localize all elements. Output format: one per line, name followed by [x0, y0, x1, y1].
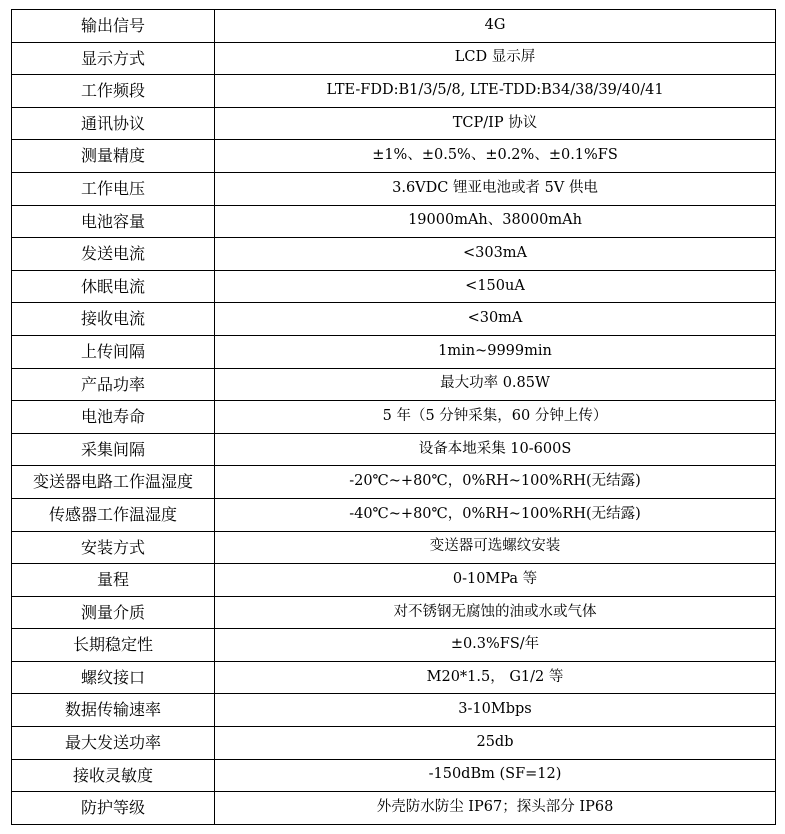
param-value-cell: LCD 显示屏: [215, 42, 776, 75]
param-name-cell: 显示方式: [12, 42, 215, 75]
param-value-cell: 变送器可选螺纹安装: [215, 531, 776, 564]
param-name-cell: 测量精度: [12, 140, 215, 173]
param-name-cell: 工作频段: [12, 75, 215, 108]
param-name-cell: 长期稳定性: [12, 629, 215, 662]
table-row: [12, 596, 776, 629]
spec-table: [11, 9, 776, 825]
table-row: [12, 303, 776, 336]
param-name-cell: 电池寿命: [12, 401, 215, 434]
param-value-cell: -40℃~+80℃，0%RH~100%RH(无结露): [215, 498, 776, 531]
table-row: [12, 466, 776, 499]
param-name-cell: 量程: [12, 564, 215, 597]
param-name-cell: 接收灵敏度: [12, 759, 215, 792]
param-value-cell: 3-10Mbps: [215, 694, 776, 727]
table-row: [12, 433, 776, 466]
param-name-cell: 接收电流: [12, 303, 215, 336]
param-value-cell: LTE-FDD:B1/3/5/8, LTE-TDD:B34/38/39/40/41: [215, 75, 776, 108]
param-name-cell: 螺纹接口: [12, 661, 215, 694]
param-value-cell: 4G: [215, 10, 776, 43]
table-row: [12, 694, 776, 727]
table-row: [12, 238, 776, 271]
param-value-cell: 19000mAh、38000mAh: [215, 205, 776, 238]
param-value-cell: 25db: [215, 727, 776, 760]
param-name-cell: 电池容量: [12, 205, 215, 238]
table-row: [12, 368, 776, 401]
param-name-cell: 通讯协议: [12, 107, 215, 140]
spec-table-body: [12, 10, 776, 825]
table-row: [12, 727, 776, 760]
param-name-cell: 变送器电路工作温湿度: [12, 466, 215, 499]
table-row: [12, 107, 776, 140]
param-name-cell: 数据传输速率: [12, 694, 215, 727]
param-name-cell: 上传间隔: [12, 335, 215, 368]
table-row: [12, 661, 776, 694]
param-name-cell: 防护等级: [12, 792, 215, 825]
param-value-cell: ±1%、±0.5%、±0.2%、±0.1%FS: [215, 140, 776, 173]
param-name-cell: 产品功率: [12, 368, 215, 401]
param-value-cell: 3.6VDC 锂亚电池或者 5V 供电: [215, 172, 776, 205]
table-row: [12, 335, 776, 368]
param-value-cell: -150dBm (SF=12): [215, 759, 776, 792]
table-row: [12, 10, 776, 43]
param-value-cell: 0-10MPa 等: [215, 564, 776, 597]
param-name-cell: 工作电压: [12, 172, 215, 205]
table-row: [12, 564, 776, 597]
table-row: [12, 498, 776, 531]
table-row: [12, 140, 776, 173]
table-row: [12, 401, 776, 434]
table-row: [12, 205, 776, 238]
table-row: [12, 792, 776, 825]
param-value-cell: -20℃~+80℃，0%RH~100%RH(无结露): [215, 466, 776, 499]
param-name-cell: 发送电流: [12, 238, 215, 271]
param-value-cell: 最大功率 0.85W: [215, 368, 776, 401]
param-value-cell: <30mA: [215, 303, 776, 336]
param-name-cell: 传感器工作温湿度: [12, 498, 215, 531]
param-value-cell: TCP/IP 协议: [215, 107, 776, 140]
param-name-cell: 输出信号: [12, 10, 215, 43]
param-name-cell: 安装方式: [12, 531, 215, 564]
param-name-cell: 测量介质: [12, 596, 215, 629]
param-value-cell: <150uA: [215, 270, 776, 303]
param-name-cell: 采集间隔: [12, 433, 215, 466]
param-value-cell: 设备本地采集 10-600S: [215, 433, 776, 466]
param-value-cell: ±0.3%FS/年: [215, 629, 776, 662]
table-row: [12, 42, 776, 75]
param-value-cell: 5 年（5 分钟采集，60 分钟上传）: [215, 401, 776, 434]
param-value-cell: 1min~9999min: [215, 335, 776, 368]
param-value-cell: 对不锈钢无腐蚀的油或水或气体: [215, 596, 776, 629]
table-row: [12, 531, 776, 564]
table-row: [12, 629, 776, 662]
table-row: [12, 270, 776, 303]
param-value-cell: <303mA: [215, 238, 776, 271]
table-row: [12, 75, 776, 108]
param-value-cell: M20*1.5， G1/2 等: [215, 661, 776, 694]
param-name-cell: 休眠电流: [12, 270, 215, 303]
param-value-cell: 外壳防水防尘 IP67；探头部分 IP68: [215, 792, 776, 825]
param-name-cell: 最大发送功率: [12, 727, 215, 760]
table-row: [12, 172, 776, 205]
table-row: [12, 759, 776, 792]
